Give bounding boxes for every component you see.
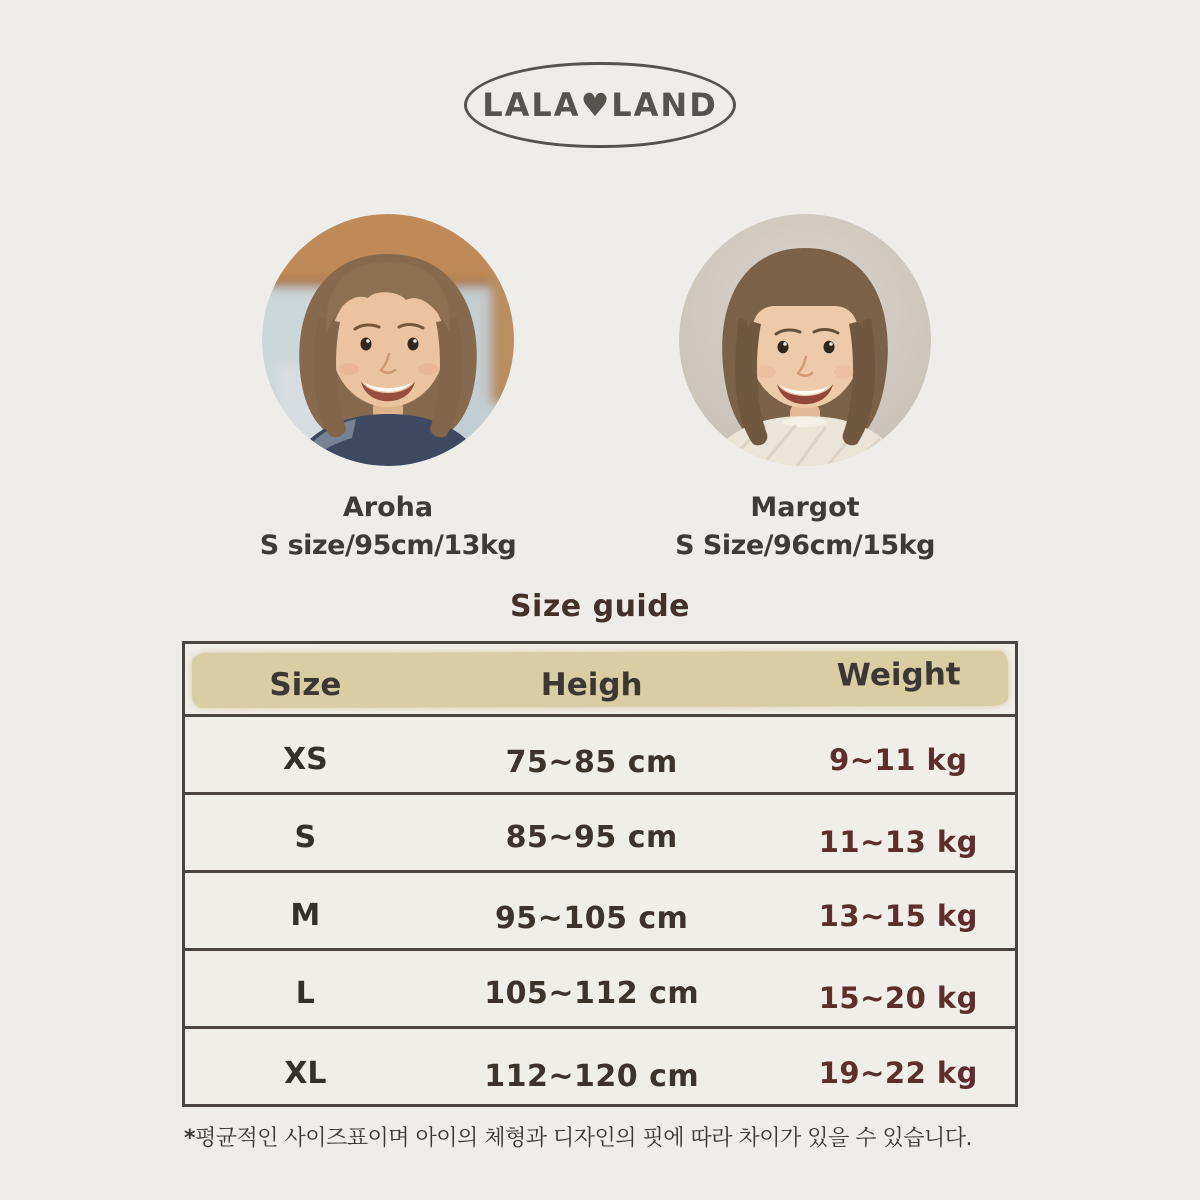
table-header-row bbox=[185, 644, 1015, 717]
disclaimer-text: 평균적인 사이즈표이며 아이의 체형과 디자인의 핏에 따라 차이가 있을 수 있습니다. bbox=[195, 1126, 973, 1151]
size-guide-table bbox=[182, 641, 1018, 1107]
height-value: 112~120 cm bbox=[484, 1058, 700, 1094]
column-header-size: Size bbox=[269, 667, 342, 703]
brand-logo-oval bbox=[464, 62, 736, 148]
margot-spec: S Size/96cm/15kg bbox=[675, 530, 935, 561]
disclaimer-asterisk: * bbox=[184, 1126, 196, 1151]
height-value: 105~112 cm bbox=[484, 976, 700, 1011]
margot-photo bbox=[679, 214, 931, 466]
size-value: XS bbox=[282, 742, 328, 777]
size-value: XL bbox=[284, 1055, 327, 1091]
table-row-xs bbox=[185, 717, 1015, 795]
weight-value: 11~13 kg bbox=[818, 824, 978, 859]
height-value: 75~85 cm bbox=[505, 745, 678, 780]
table-row-m bbox=[185, 873, 1015, 951]
aroha-photo bbox=[262, 214, 514, 466]
aroha-name: Aroha bbox=[342, 492, 434, 523]
margot-portrait-illustration bbox=[679, 214, 931, 466]
column-header-weight: Weight bbox=[836, 656, 961, 694]
size-value: L bbox=[295, 976, 315, 1011]
margot-name: Margot bbox=[750, 492, 860, 523]
table-row-s bbox=[185, 795, 1015, 873]
brand-logo-text: LALA♥LAND bbox=[482, 86, 718, 124]
weight-value: 9~11 kg bbox=[829, 742, 968, 777]
table-row-l bbox=[185, 951, 1015, 1029]
aroha-portrait-illustration bbox=[262, 214, 514, 466]
size-guide-title: Size guide bbox=[509, 589, 691, 624]
aroha-spec: S size/95cm/13kg bbox=[259, 530, 517, 561]
size-value: M bbox=[290, 898, 321, 933]
weight-value: 19~22 kg bbox=[818, 1056, 978, 1090]
table-row-xl bbox=[185, 1029, 1015, 1107]
weight-value: 13~15 kg bbox=[818, 898, 978, 933]
height-value: 95~105 cm bbox=[494, 901, 689, 936]
weight-value: 15~20 kg bbox=[818, 980, 978, 1015]
size-value: S bbox=[294, 820, 317, 855]
size-disclaimer bbox=[184, 1121, 1164, 1152]
height-value: 85~95 cm bbox=[505, 820, 678, 855]
column-header-height: Heigh bbox=[540, 667, 643, 703]
